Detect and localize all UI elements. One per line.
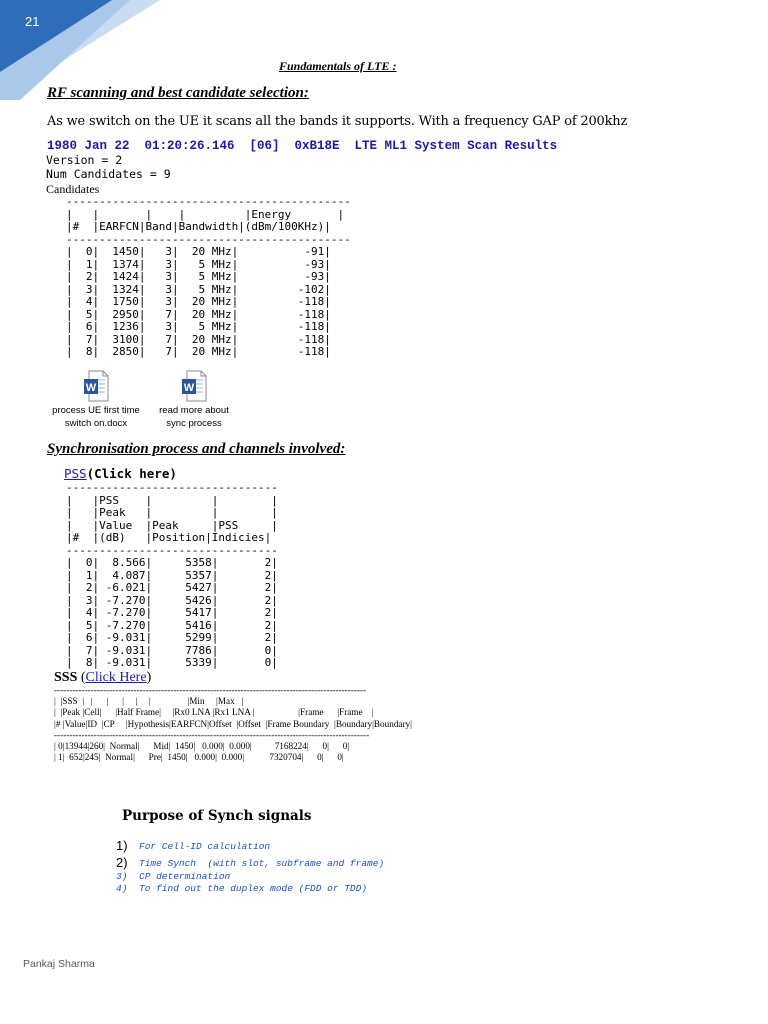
- sss-paren-close: ): [146, 670, 152, 685]
- sss-click-here-link[interactable]: Click Here: [85, 670, 147, 685]
- purpose-item-number: 3): [116, 871, 128, 882]
- pss-line: [64, 466, 177, 481]
- pss-link[interactable]: PSS: [64, 466, 87, 481]
- sss-table-rows: | 0|13944|260| Normal| Mid| 1450| 0.000| 0.000| 7168224| 0| 0| | 1| 652|245| Normal| Pre| 1450| 0.000| 0.000| 7320704| 0| 0|: [54, 741, 350, 763]
- attachment-label-line2: switch on.docx: [64, 418, 128, 429]
- attachment-process-ue[interactable]: [44, 370, 148, 430]
- sss-label: SSS: [54, 670, 78, 685]
- attachment-label-line1: process UE first time: [52, 405, 140, 416]
- sss-paren-open: (: [80, 670, 86, 685]
- purpose-item-number: 2): [116, 855, 128, 870]
- section-heading-synchronisation: Synchronisation process and channels involved:: [47, 441, 346, 457]
- word-doc-icon: [181, 370, 207, 402]
- purpose-item-text: To find out the duplex mode (FDD or TDD): [139, 883, 368, 894]
- candidates-label: Candidates: [46, 182, 100, 196]
- purpose-item-text: Time Synch (with slot, subframe and frame): [139, 858, 385, 869]
- pss-table: -------------------------------- | |PSS | | | | |Peak | | | | |Value |Peak |PSS | |# |(dB) |Position|Indicies| -------------------------------- | 0| 8.566| 5358| 2| | 1| 4.087| 5357| 2| | 2| -6.021| 5427| 2| | 3| -7.270| 5426| 2| | 4| -7.270| 5417| 2| | 5| -7.270| 5416| 2| | 6| -9.031| 5299| 2| | 7| -9.031| 7786| 0| | 8| -9.031| 5339| 0|: [66, 481, 278, 669]
- sss-line: [54, 670, 151, 686]
- svg-text:W: W: [183, 382, 195, 394]
- scan-results-table: ------------------------------------------- | | | | |Energy | |# |EARFCN|Band|Bandwidth|(dBm/100KHz)| ------------------------------------------- | 0| 1450| 3| 20 MHz| -91| | 1| 1374| 3| 5 MHz| -93| | 2| 1424| 3| 5 MHz| -93| | 3| 1324| 3| 5 MHz| -102| | 4| 1750| 3| 20 MHz| -118| | 5| 2950| 7| 20 MHz| -118| | 6| 1236| 3| 5 MHz| -118| | 7| 3100| 7| 20 MHz| -118| | 8| 2850| 7| 20 MHz| -118|: [66, 195, 351, 358]
- attachment-sync-process[interactable]: [150, 370, 238, 430]
- version-line: Version = 2: [46, 153, 123, 167]
- document-title: Fundamentals of LTE :: [279, 59, 397, 73]
- author-footer: Pankaj Sharma: [23, 958, 95, 970]
- sss-table-header: ------------------------------------------------------------------------------------------------------ | |SSS | | | | | | |Min |Max | | |Peak |Cell| |Half Frame| |Rx0 LNA |Rx1 LNA | |Frame |Frame | |# |Value|ID |CP |Hypothesis|EARFCN|Offset |Offset |Frame Boundary |Boundary|Boundary| -------------------------------------------------------------------------------------------------------: [54, 685, 412, 740]
- svg-text:W: W: [85, 382, 97, 394]
- num-candidates-line: Num Candidates = 9: [46, 167, 171, 181]
- purpose-item-number: 1): [116, 838, 128, 853]
- page-number: 21: [25, 14, 40, 29]
- section-heading-rf-scanning: RF scanning and best candidate selection:: [47, 85, 309, 101]
- attachment-label-line1: read more about: [159, 405, 229, 416]
- purpose-heading: Purpose of Synch signals: [122, 808, 312, 824]
- attachment-label-line2: sync process: [166, 418, 222, 429]
- intro-paragraph: As we switch on the UE it scans all the bands it supports. With a frequency GAP of 200khz: [47, 114, 628, 129]
- purpose-item-text: CP determination: [139, 871, 231, 882]
- purpose-item-number: 4): [116, 883, 128, 894]
- log-header: 1980 Jan 22 01:20:26.146 [06] 0xB18E LTE ML1 System Scan Results: [47, 139, 558, 153]
- pss-click-here-text: (Click here): [86, 466, 177, 481]
- purpose-item-text: For Cell-ID calculation: [139, 841, 271, 852]
- word-doc-icon: [83, 370, 109, 402]
